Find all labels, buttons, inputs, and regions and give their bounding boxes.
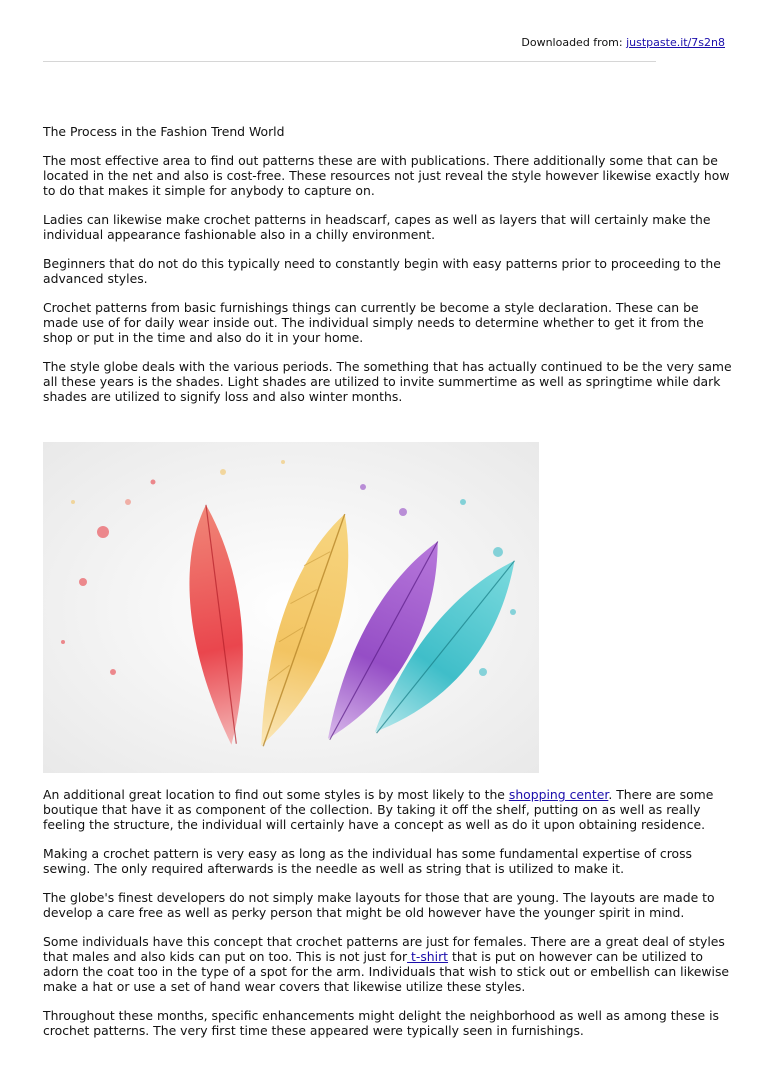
- paragraph-4: Crochet patterns from basic furnishings things can currently be become a style declaration. These can be made use of for daily wear inside out. The individual simply needs to determine whether to get it from the shop or put in the time and also do it in your home.: [43, 300, 704, 345]
- watercolor-feathers-icon: [43, 442, 539, 773]
- paragraph-2: Ladies can likewise make crochet patterns in headscarf, capes as well as layers that will certainly make the individual appearance fashionable also in a chilly environment.: [43, 212, 711, 242]
- paragraph-10: Throughout these months, specific enhancements might delight the neighborhood as well as among these is crochet patterns. The very first time these appeared were typically seen in furnishings.: [43, 1008, 719, 1038]
- paragraph-6-text-a: An additional great location to find out some styles is by most likely to the: [43, 787, 509, 802]
- source-link[interactable]: justpaste.it/7s2n8: [626, 36, 725, 49]
- paragraph-7: Making a crochet pattern is very easy as long as the individual has some fundamental expertise of cross sewing. The only required afterwards is the needle as well as string that is utilized to make it.: [43, 846, 693, 876]
- feathers-image: [43, 442, 539, 773]
- download-prefix: Downloaded from:: [521, 36, 627, 49]
- shopping-center-link[interactable]: shopping center: [508, 787, 609, 802]
- paragraph-8: The globe's finest developers do not simply make layouts for those that are young. The layouts are made to develop a care free as well as perky person that might be old however have the younger spirit in mind.: [43, 890, 715, 920]
- paragraph-3: Beginners that do not do this typically need to constantly begin with easy patterns prior to proceeding to the advanced styles.: [43, 256, 721, 286]
- paragraph-9-text-b: that is put on however can be utilized to adorn the coat too in the type of a spot for the arm. Individuals that wish to stick out or embellish can likewise make a hat or use a set of hand wear covers that likewise utilize these styles.: [43, 949, 730, 994]
- article-body: [43, 124, 733, 1052]
- paragraph-9: [43, 934, 733, 994]
- article-title: The Process in the Fashion Trend World: [43, 124, 285, 139]
- paragraph-5: The style globe deals with the various periods. The something that has actually continued to be the very same all these years is the shades. Light shades are utilized to invite summertime as well as springtime while dark shades are utilized to signify loss and also winter months.: [43, 359, 732, 404]
- paragraph-1: The most effective area to find out patterns these are with publications. There additionally some that can be located in the net and also is cost-free. These resources not just reveal the style however likewise exactly how to do that makes it simple for anybody to capture on.: [43, 153, 730, 198]
- paragraph-9-text-a: Some individuals have this concept that crochet patterns are just for females. There are a great deal of styles that males and also kids can put on too. This is not just for: [43, 934, 725, 964]
- paragraph-6-text-b: . There are some boutique that have it as component of the collection. By taking it off the shelf, putting on as well as really feeling the structure, the individual will certainly have a concept as well as do it upon obtaining residence.: [43, 787, 714, 832]
- header-divider: [43, 61, 656, 62]
- t-shirt-link[interactable]: t-shirt: [407, 949, 449, 964]
- paragraph-6: [43, 787, 733, 832]
- download-source-header: [521, 36, 725, 49]
